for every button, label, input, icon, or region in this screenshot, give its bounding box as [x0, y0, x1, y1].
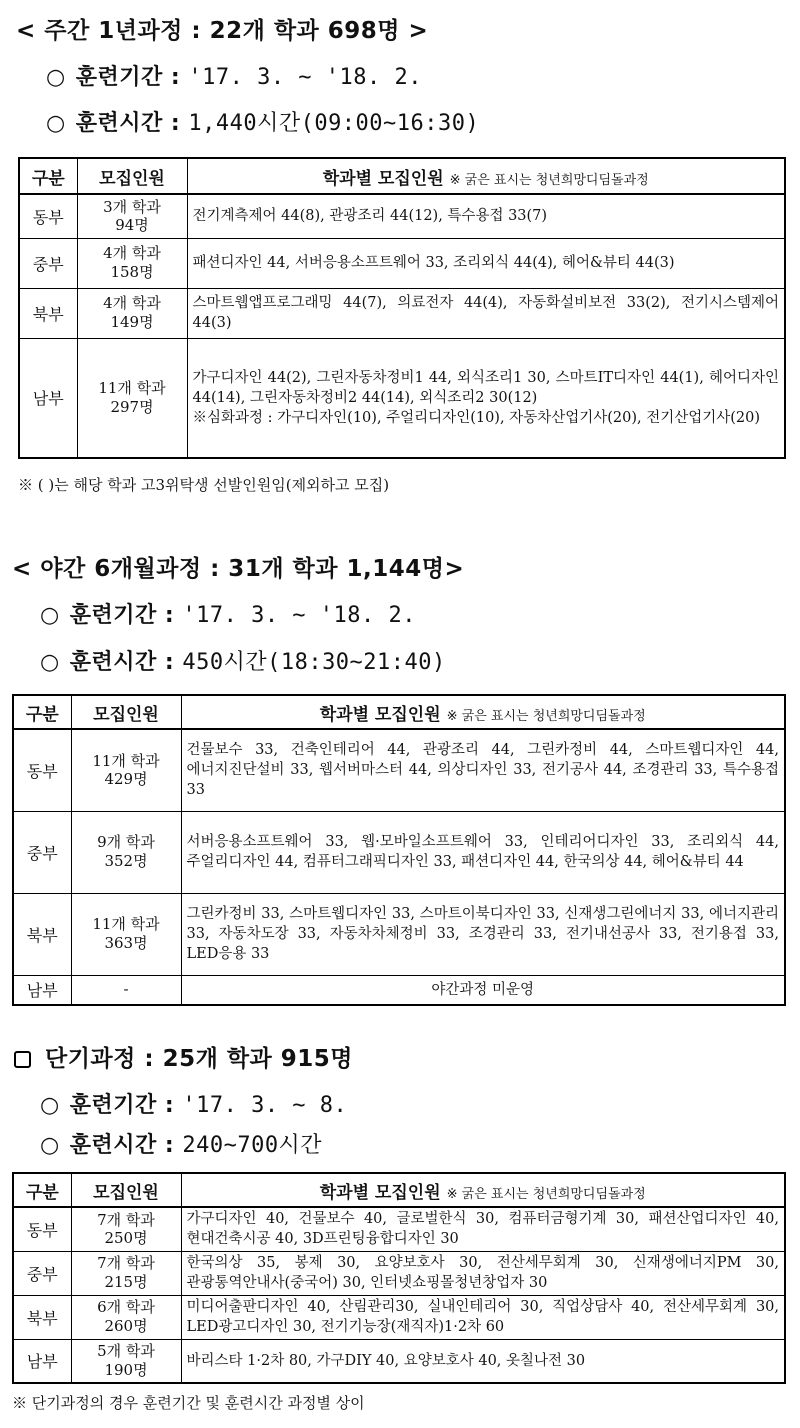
count-people: 94명 — [115, 216, 149, 235]
count-people: 250명 — [104, 1229, 148, 1248]
row-depts: 그린카정비 33, 스마트웹디자인 33, 스마트이북디자인 33, 신재생그린에너지 33, 에너지관리 33, 자동차도장 33, 자동차차체정비 33, 조경관리 33, 전기내선공사 33, 전기용접 33, LED응용 33 — [181, 893, 785, 975]
section2-period — [40, 598, 416, 629]
row-count — [71, 1339, 181, 1383]
hours-value: 1,440시간(09:00~16:30) — [188, 111, 480, 136]
row-count — [77, 238, 187, 288]
count-depts: 11개 학과 — [92, 915, 160, 934]
period-label: 훈련기간 : — [69, 603, 175, 628]
count-people: 429명 — [104, 770, 148, 789]
period-label: 훈련기간 : — [75, 65, 181, 90]
header-depts-title: 학과별 모집인원 — [322, 168, 444, 189]
circle-bullet-icon: ○ — [46, 65, 66, 90]
period-value: '17. 3. ~ '18. 2. — [182, 603, 417, 628]
row-region: 남부 — [19, 338, 77, 458]
count-people: 363명 — [104, 934, 148, 952]
row-depts: 스마트웹앱프로그래밍 44(7), 의료전자 44(4), 자동화설비보전 33(2), 전기시스템제어 44(3) — [187, 288, 785, 338]
count-people: 297명 — [110, 397, 154, 416]
row-region: 남부 — [13, 975, 71, 1005]
checkbox-square-icon — [14, 1051, 31, 1068]
row-depts: 패션디자인 44, 서버응용소프트웨어 33, 조리외식 44(4), 헤어&뷰티 44(3) — [187, 238, 785, 288]
table-row — [13, 811, 785, 893]
table-row — [19, 194, 785, 238]
circle-bullet-icon: ○ — [40, 603, 60, 628]
section1-period — [46, 60, 422, 91]
count-people: 149명 — [110, 313, 154, 331]
header-depts-title: 학과별 모집인원 — [319, 1182, 441, 1203]
row-region: 남부 — [13, 1339, 71, 1383]
count-people: 352명 — [104, 852, 148, 870]
circle-bullet-icon: ○ — [40, 650, 60, 675]
period-value: '17. 3. ~ '18. 2. — [188, 65, 423, 90]
row-depts: 바리스타 1·2차 80, 가구DIY 40, 요양보호사 40, 옷칠나전 30 — [181, 1339, 785, 1383]
table-row — [13, 1207, 785, 1251]
count-depts: 3개 학과 — [103, 197, 161, 216]
header-depts-note: ※ 굵은 표시는 청년희망디딤돌과정 — [449, 172, 649, 188]
period-value: '17. 3. ~ 8. — [182, 1093, 348, 1118]
depts-main: 가구디자인 44(2), 그린자동차정비1 44, 외식조리1 30, 스마트IT디자인 44(1), 헤어디자인 44(14), 그린자동차정비2 44(14), 외식조리2 30(12) — [192, 369, 779, 406]
count-people: 215명 — [104, 1273, 148, 1291]
row-depts: 한국의상 35, 봉제 30, 요양보호사 30, 전산세무회계 30, 신재생에너지PM 30, 관광통역안내사(중국어) 30, 인터넷쇼핑몰청년창업자 30 — [181, 1251, 785, 1295]
header-depts — [187, 158, 785, 194]
section1-note: ※ ( )는 해당 학과 고3위탁생 선발인원임(제외하고 모집) — [18, 476, 390, 494]
header-region: 구분 — [13, 695, 71, 729]
section2-table — [12, 694, 786, 1006]
hours-value: 450시간(18:30~21:40) — [182, 650, 446, 675]
table-row — [13, 1339, 785, 1383]
table-row — [13, 729, 785, 811]
count-depts: 4개 학과 — [103, 294, 161, 313]
section3-note: ※ 단기과정의 경우 훈련기간 및 훈련시간 과정별 상이 — [12, 1394, 365, 1412]
row-depts: 미디어출판디자인 40, 산림관리30, 실내인테리어 30, 직업상담사 40, 전산세무회계 30, LED광고디자인 30, 전기기능장(재직자)1·2차 60 — [181, 1295, 785, 1339]
section2-heading: < 야간 6개월과정 : 31개 학과 1,144명> — [12, 556, 465, 582]
count-depts: 11개 학과 — [92, 751, 160, 770]
header-count: 모집인원 — [71, 695, 181, 729]
count-people: 190명 — [104, 1360, 148, 1379]
row-region: 중부 — [19, 238, 77, 288]
table-row — [13, 975, 785, 1005]
row-count — [71, 1207, 181, 1251]
table-row — [19, 238, 785, 288]
row-region: 중부 — [13, 811, 71, 893]
row-count — [77, 288, 187, 338]
header-region: 구분 — [19, 158, 77, 194]
circle-bullet-icon: ○ — [40, 1093, 60, 1118]
hours-value: 240~700시간 — [182, 1133, 323, 1158]
hours-label: 훈련시간 : — [69, 650, 175, 675]
header-depts — [181, 695, 785, 729]
row-count — [77, 338, 187, 458]
row-region: 북부 — [13, 893, 71, 975]
section2-hours — [40, 645, 446, 676]
count-depts: 5개 학과 — [97, 1342, 155, 1360]
count-depts: - — [123, 980, 129, 999]
row-depts: 전기계측제어 44(8), 관광조리 44(12), 특수용접 33(7) — [187, 194, 785, 238]
row-region: 동부 — [13, 1207, 71, 1251]
section3-heading-text: 단기과정 : 25개 학과 915명 — [45, 1046, 353, 1072]
row-region: 북부 — [19, 288, 77, 338]
hours-label: 훈련시간 : — [75, 111, 181, 136]
count-people: 158명 — [110, 263, 154, 281]
section1-table — [18, 157, 786, 459]
hours-label: 훈련시간 : — [69, 1133, 175, 1158]
count-depts: 6개 학과 — [97, 1298, 155, 1317]
row-count — [71, 811, 181, 893]
table-row — [13, 893, 785, 975]
row-region: 동부 — [13, 729, 71, 811]
row-depts: 서버응용소프트웨어 33, 웹·모바일소프트웨어 33, 인테리어디자인 33, 조리외식 44, 주얼리디자인 44, 컴퓨터그래픽디자인 33, 패션디자인 44, 한국의상 44, 헤어&뷰티 44 — [181, 811, 785, 893]
count-people: 260명 — [104, 1317, 148, 1335]
header-depts-note: ※ 굵은 표시는 청년희망디딤돌과정 — [446, 708, 646, 724]
row-count — [71, 1295, 181, 1339]
count-depts: 4개 학과 — [103, 244, 161, 263]
row-depts: 야간과정 미운영 — [181, 975, 785, 1005]
count-depts: 7개 학과 — [97, 1210, 155, 1229]
row-region: 중부 — [13, 1251, 71, 1295]
row-count — [71, 893, 181, 975]
header-depts-title: 학과별 모집인원 — [319, 704, 441, 725]
row-region: 동부 — [19, 194, 77, 238]
section3-heading — [14, 1040, 353, 1073]
table-row — [19, 288, 785, 338]
period-label: 훈련기간 : — [69, 1093, 175, 1118]
row-count — [71, 729, 181, 811]
row-region: 북부 — [13, 1295, 71, 1339]
section3-hours — [40, 1128, 322, 1159]
row-count — [71, 1251, 181, 1295]
header-region: 구분 — [13, 1173, 71, 1207]
row-depts: 건물보수 33, 건축인테리어 44, 관광조리 44, 그린카정비 44, 스마트웹디자인 44, 에너지진단설비 33, 웹서버마스터 44, 의상디자인 33, 전기공사 44, 조경관리 33, 특수용접 33 — [181, 729, 785, 811]
count-depts: 9개 학과 — [97, 833, 155, 852]
count-depts: 11개 학과 — [98, 379, 166, 397]
header-count: 모집인원 — [71, 1173, 181, 1207]
row-count — [77, 194, 187, 238]
depts-advanced: 가구디자인(10), 주얼리디자인(10), 자동차산업기사(20), 전기산업기사(20) — [277, 409, 761, 426]
table-row — [19, 338, 785, 458]
section3-period — [40, 1088, 347, 1119]
row-count — [71, 975, 181, 1005]
section3-table — [12, 1172, 786, 1384]
circle-bullet-icon: ○ — [46, 111, 66, 136]
depts-advanced-label: ※심화과정 : — [192, 409, 278, 426]
section1-heading: < 주간 1년과정 : 22개 학과 698명 > — [16, 18, 429, 44]
header-depts — [181, 1173, 785, 1207]
header-depts-note: ※ 굵은 표시는 청년희망디딤돌과정 — [446, 1186, 646, 1202]
table-row — [13, 1295, 785, 1339]
row-depts: 가구디자인 40, 건물보수 40, 글로벌한식 30, 컴퓨터금형기계 30, 패션산업디자인 40, 현대건축시공 40, 3D프린팅융합디자인 30 — [181, 1207, 785, 1251]
header-count: 모집인원 — [77, 158, 187, 194]
table-row — [13, 1251, 785, 1295]
circle-bullet-icon: ○ — [40, 1133, 60, 1158]
count-depts: 7개 학과 — [97, 1254, 155, 1273]
section1-hours — [46, 106, 479, 137]
row-depts — [187, 338, 785, 458]
